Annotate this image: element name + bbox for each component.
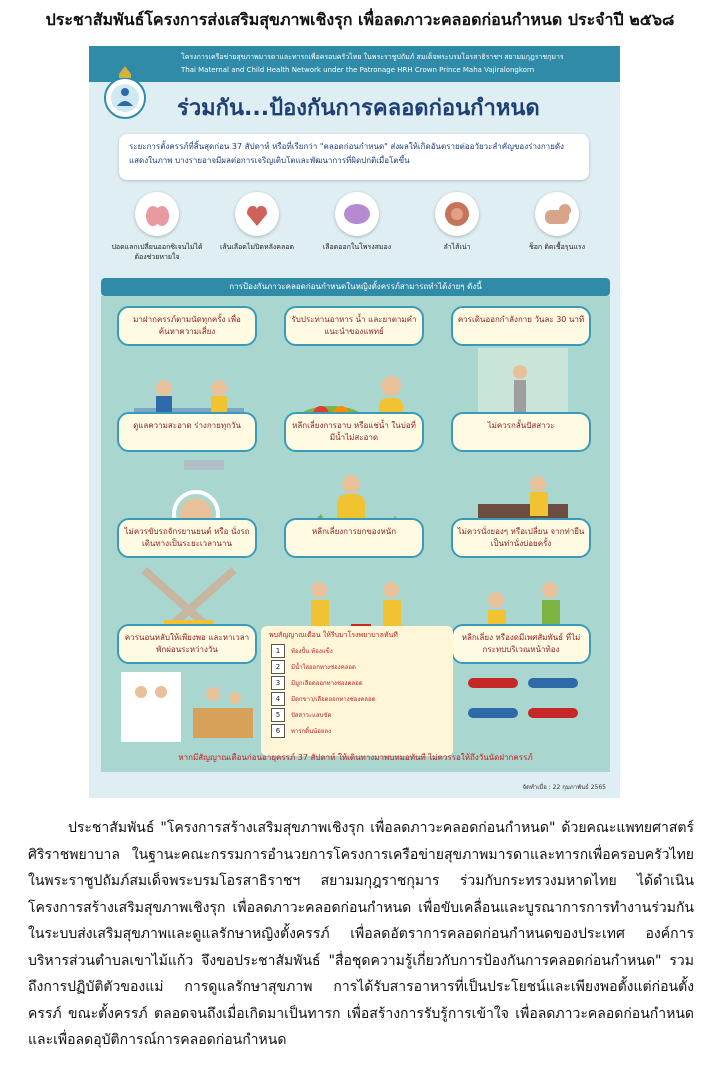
- tip-card: รับประทานอาหาร น้ำ และยาตามคำแนะนำของแพทย์: [284, 306, 424, 346]
- intestine-icon: [435, 192, 479, 236]
- poster-banner: [89, 46, 620, 82]
- tip-card: ควรนอนหลับให้เพียงพอ และหาเวลาพักผ่อนระหว่างวัน: [117, 624, 257, 664]
- risk-label: ปอดแลกเปลี่ยนออกซิเจนไม่ได้ ต้องช่วยหายใจ: [111, 243, 203, 261]
- brain-icon: [335, 192, 379, 236]
- warning-text: ทารกดิ้นน้อยลง: [291, 728, 332, 735]
- warning-item: [261, 675, 453, 691]
- risk-item: [409, 192, 505, 252]
- warning-number: 4: [271, 692, 285, 706]
- risk-label: เส้นเลือดไม่ปิดหลังคลอด: [219, 243, 295, 251]
- tip-card: ไม่ควรขับรถจักรยานยนต์ หรือ นั่งรถเดินทางเป็นระยะเวลานาน: [117, 518, 257, 558]
- tip-card: ควรเดินออกกำลังกาย วันละ 30 นาที: [451, 306, 591, 346]
- banner-english-text: Thai Maternal and Child Health Network under the Patronage HRH Crown Prince Maha Vajiralongkorn: [181, 66, 535, 74]
- warning-number: 6: [271, 724, 285, 738]
- prevention-band: การป้องกันภาวะคลอดก่อนกำหนดในหญิงตั้งครรภ์สามารถทำได้ง่ายๆ ดังนี้: [101, 278, 610, 296]
- risk-item: [209, 192, 305, 252]
- rest-illustration: [117, 668, 257, 748]
- warning-text: มีตกขาว/เลือดออกทางช่องคลอด: [291, 696, 376, 703]
- risk-item: [509, 192, 605, 252]
- warning-signs-box: [261, 626, 453, 756]
- tip-card: หลีกเลี่ยง หรืองดมีเพศสัมพันธ์ ที่ไม่กระทบบริเวณหน้าท้อง: [451, 624, 591, 664]
- warning-item: [261, 707, 453, 723]
- warning-number: 5: [271, 708, 285, 722]
- tip-card: มาฝากครรภ์ตามนัดทุกครั้ง เพื่อค้นหาความเสี่ยง: [117, 306, 257, 346]
- tip-card: ดูแลความสะอาด ร่างกายทุกวัน: [117, 412, 257, 452]
- page-title: ประชาสัมพันธ์โครงการส่งเสริมสุขภาพเชิงรุก เพื่อลดภาวะคลอดก่อนกำหนด ประจำปี ๒๕๖๘: [45, 10, 675, 29]
- tip-card: หลีกเลี่ยงการอาบ หรือแช่น้ำ ในบ่อที่มีน้ำไม่สะอาด: [284, 412, 424, 452]
- article-text: ประชาสัมพันธ์ "โครงการสร้างเสริมสุขภาพเชิงรุก เพื่อลดภาวะคลอดก่อนกำหนด" ด้วยคณะแพทยศาสตร์ ศิริราชพยาบาล ในฐานะคณะกรรมการอำนวยการโครงการเครือข่ายสุขภาพมารดาและทารกเพื่อครอบครัวไทย ในพระราชูปถัมภ์สมเด็จพระบรมโอรสาธิราชฯ สยามมกุฎราชกุมาร ร่วมกับกระทรวงมหาดไทย ได้ดำเนินโครงการสร้างเสริมสุขภาพเชิงรุก เพื่อลดภาวะคลอดก่อนกำหนด เพื่อขับเคลื่อนและบูรณาการการทำงานร่วมกันในระบบส่งเสริมสุขภาพและดูแลรักษาหญิงตั้งครรภ์ เพื่อลดอัตราการคลอดก่อนกำหนดของประเทศ องค์การบริหารส่วนตำบลเขาไม้แก้ว จึงขอประชาสัมพันธ์ "สื่อชุดความรู้เกี่ยวกับการป้องกันการคลอดก่อนกำหนด" รวมถึงการปฏิบัติตัวของแม่ การดูแลรักษาสุขภาพ การได้รับสารอาหารที่เป็นประโยชน์และเพียงพอตั้งแต่ก่อนตั้งครรภ์ ขณะตั้งครรภ์ ตลอดจนถึงเมื่อเกิดมาเป็นทารก เพื่อสร้างการรับรู้การเข้าใจ เพื่อลดภาวะคลอดก่อนกำหนด และเพื่อลดอุบัติการณ์การคลอดก่อนกำหนด: [28, 820, 694, 1048]
- banner-thai-text: โครงการเครือข่ายสุขภาพมารดาและทารกเพื่อครอบครัวไทย ในพระราชูปถัมภ์ สมเด็จพระบรมโอรสาธิราชฯ สยามมกุฎราชกุมาร: [181, 53, 564, 61]
- poster-intro: ระยะการตั้งครรภ์ที่สิ้นสุดก่อน 37 สัปดาห์ หรือที่เรียกว่า "คลอดก่อนกำหนด" ส่งผลให้เกิดอันตรายต่ออวัยวะสำคัญของร่างกายดังแสดงในภาพ บางรายอาจมีผลต่อการเจริญเติบโตและพัฒนาการที่ผิดปกติเมื่อโตขึ้น: [119, 134, 589, 180]
- warning-item: [261, 723, 453, 739]
- article-body: [28, 815, 694, 1054]
- poster-date: จัดทำเมื่อ : 22 กุมภาพันธ์ 2565: [522, 784, 606, 791]
- warning-text: ปัสสาวะแสบขัด: [291, 712, 332, 719]
- warning-text: มีมูกเลือดออกทางช่องคลอด: [291, 680, 363, 687]
- poster-footer-note: หากมีสัญญาณเตือนก่อนอายุครรภ์ 37 สัปดาห์ ให้เดินทางมาพบหมอทันที ไม่ควรรอให้ถึงวันนัดฝากครรภ์: [178, 753, 533, 762]
- warning-item: [261, 691, 453, 707]
- risk-item: [109, 192, 205, 262]
- newborn-icon: [535, 192, 579, 236]
- infographic-poster: [89, 46, 620, 798]
- poster-headline: ร่วมกัน...ป้องกันการคลอดก่อนกำหนด: [177, 96, 540, 121]
- warning-number: 2: [271, 660, 285, 674]
- warning-text: มีน้ำใสออกทางช่องคลอด: [291, 664, 356, 671]
- warning-title: พบสัญญาณเตือน ให้รีบมาโรงพยาบาลทันที: [269, 631, 398, 639]
- warning-item: [261, 643, 453, 659]
- network-logo-icon: [101, 66, 149, 122]
- risk-label: ลำไส้เน่า: [443, 243, 471, 251]
- risk-label: เลือดออกในโพรงสมอง: [322, 243, 392, 251]
- warning-item: [261, 659, 453, 675]
- tip-card: ไม่ควรนั่งยองๆ หรือเปลี่ยน จากท่ายืนเป็นท่านั่งบ่อยครั้ง: [451, 518, 591, 558]
- tip-card: หลีกเลี่ยงการยกของหนัก: [284, 518, 424, 558]
- warning-number: 1: [271, 644, 285, 658]
- warning-number: 3: [271, 676, 285, 690]
- tip-card: ไม่ควรกลั้นปัสสาวะ: [451, 412, 591, 452]
- lungs-icon: [135, 192, 179, 236]
- warning-text: ท้องปั้น ท้องแข็ง: [291, 648, 333, 655]
- heart-icon: [235, 192, 279, 236]
- risk-item: [309, 192, 405, 252]
- risk-label: ช็อก ติดเชื้อรุนแรง: [528, 243, 586, 251]
- intimacy-positions-illustration: [458, 668, 598, 738]
